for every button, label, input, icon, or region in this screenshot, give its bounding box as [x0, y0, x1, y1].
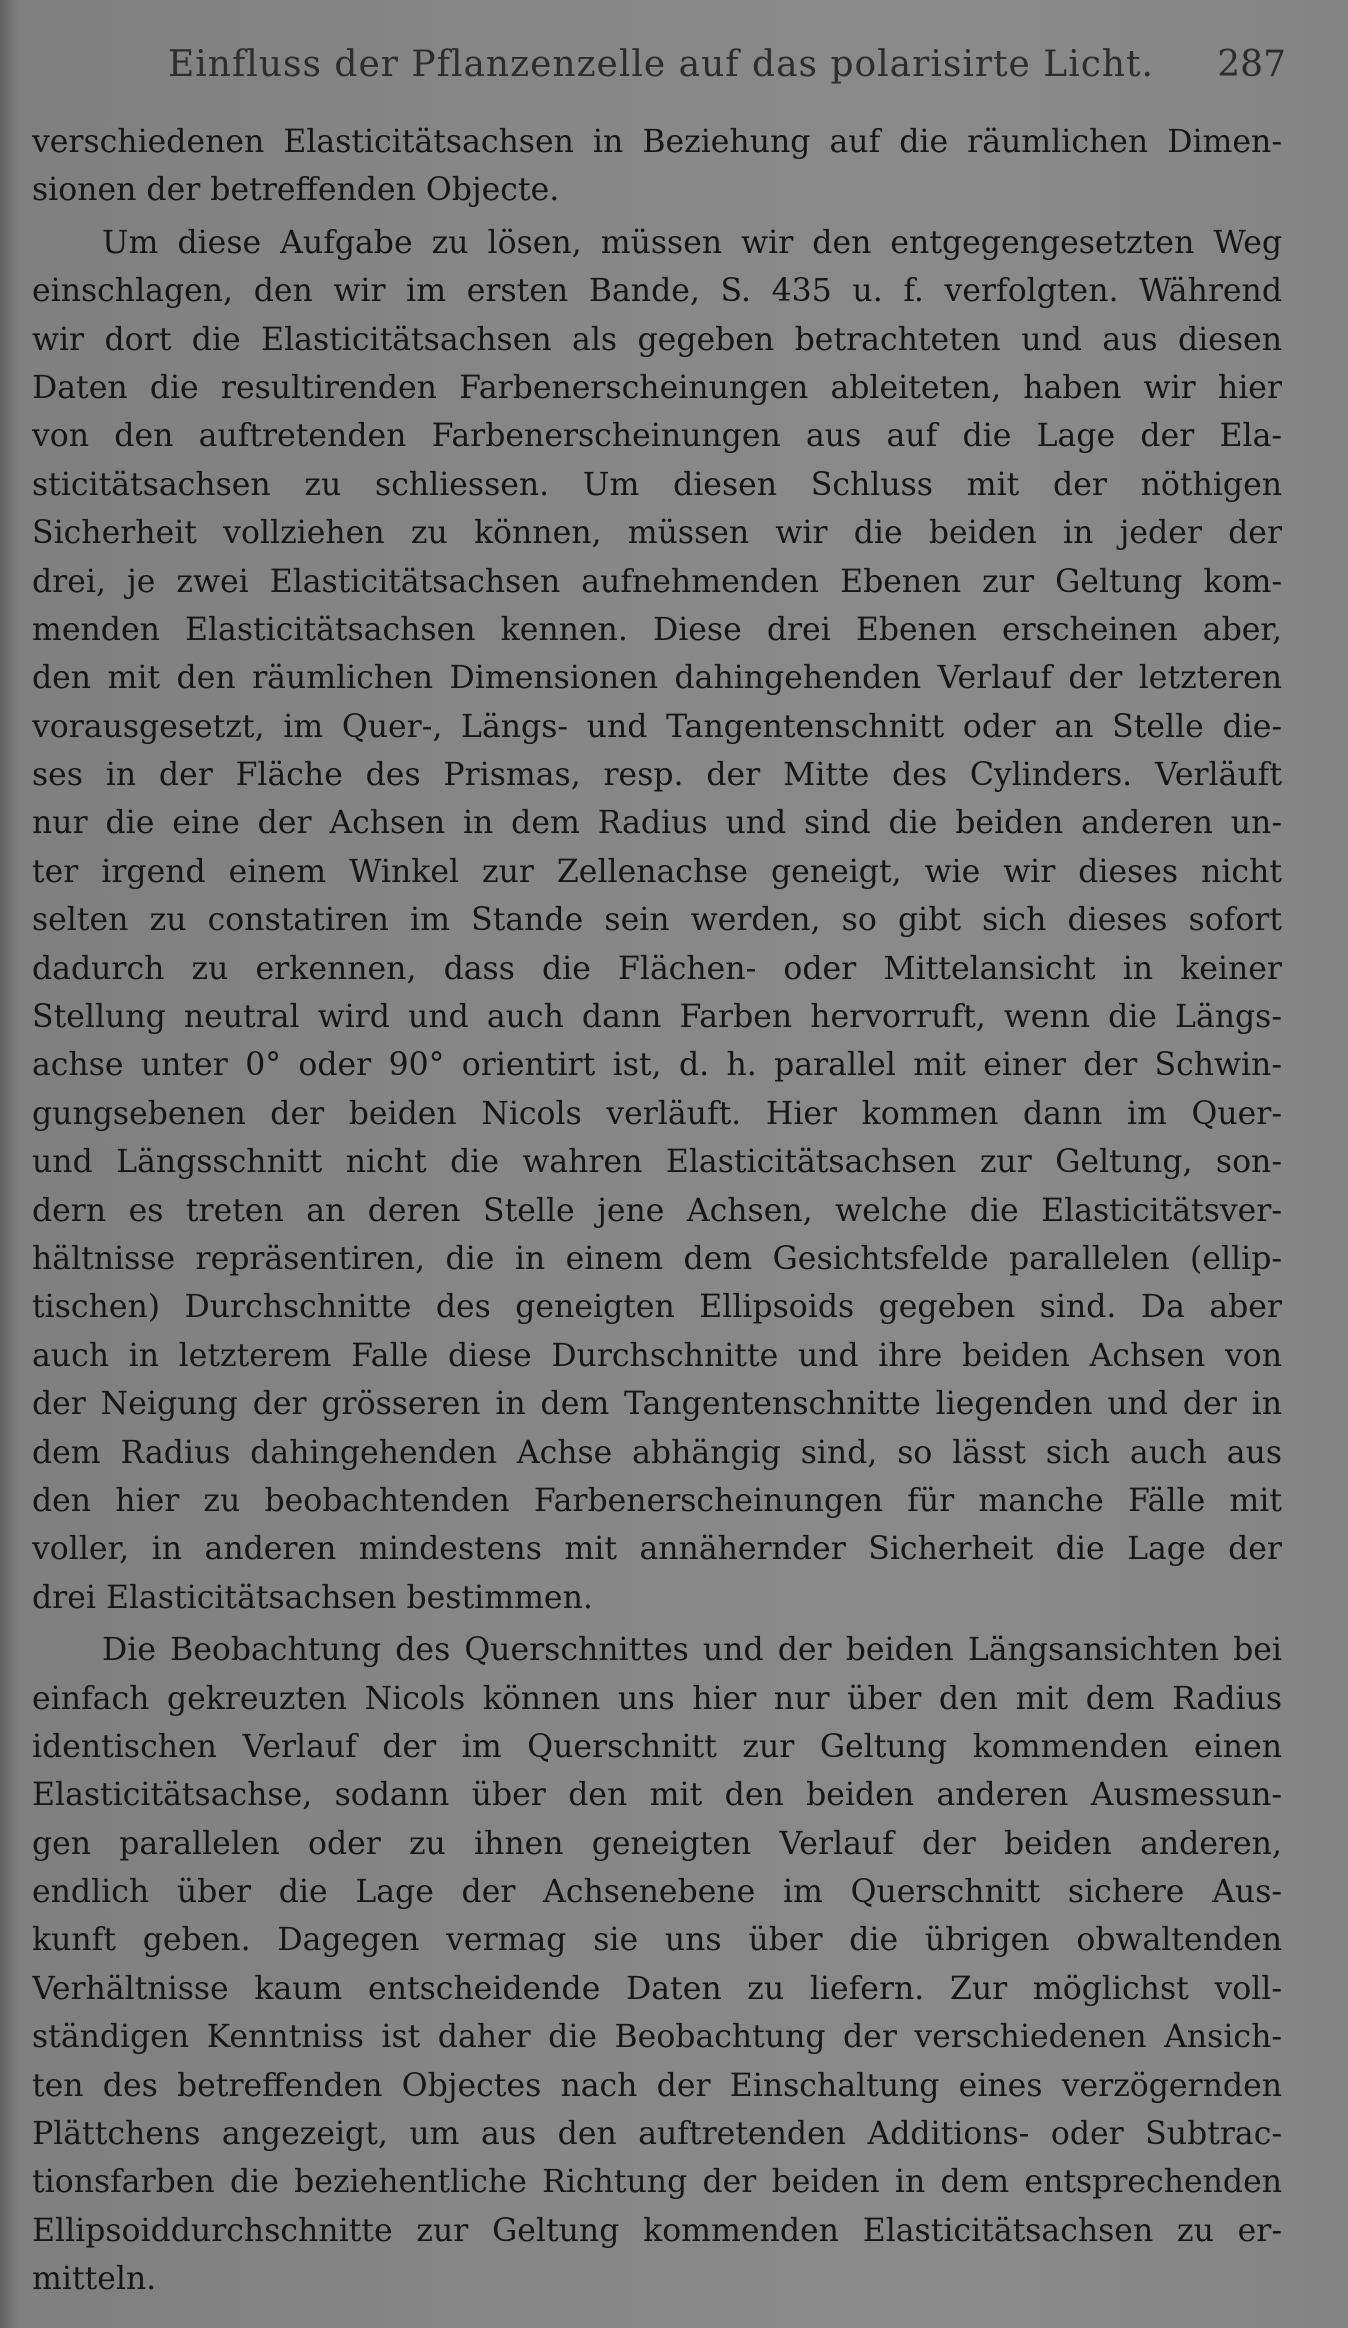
text-line: ter irgend einem Winkel zur Zellenachse geneigt, wie wir dieses nicht: [32, 853, 1282, 890]
text-line: identischen Verlauf der im Querschnitt zur Geltung kommenden einen: [32, 1728, 1282, 1765]
text-line: drei Elasticitätsachsen bestimmen.: [32, 1579, 593, 1616]
text-line: einfach gekreuzten Nicols können uns hier nur über den mit dem Radius: [32, 1680, 1282, 1717]
running-title: Einfluss der Pflanzenzelle auf das polarisirte Licht.: [168, 44, 1154, 85]
binding-shadow: [0, 0, 18, 2328]
text-line: Um diese Aufgabe zu lösen, müssen wir den entgegengesetzten Weg: [102, 224, 1282, 261]
text-line: Verhältnisse kaum entscheidende Daten zu liefern. Zur möglichst voll-: [32, 1970, 1282, 2007]
text-line: gungsebenen der beiden Nicols verläuft. Hier kommen dann im Quer-: [32, 1095, 1282, 1132]
text-line: den mit den räumlichen Dimensionen dahingehenden Verlauf der letzteren: [32, 660, 1282, 697]
text-line: dern es treten an deren Stelle jene Achsen, welche die Elasticitätsver-: [32, 1192, 1282, 1229]
text-line: endlich über die Lage der Achsenebene im Querschnitt sichere Aus-: [32, 1874, 1282, 1911]
text-line: dem Radius dahingehenden Achse abhängig sind, so lässt sich auch aus: [32, 1434, 1282, 1471]
text-line: achse unter 0° oder 90° orientirt ist, d. h. parallel mit einer der Schwin-: [32, 1047, 1282, 1084]
text-line: hältnisse repräsentiren, die in einem dem Gesichtsfelde parallelen (ellip-: [32, 1240, 1282, 1277]
paragraph: [32, 219, 1282, 1622]
text-line: kunft geben. Dagegen vermag sie uns über die übrigen obwaltenden: [32, 1922, 1282, 1959]
text-line: selten zu constatiren im Stande sein werden, so gibt sich dieses sofort: [32, 902, 1282, 939]
text-line: den hier zu beobachtenden Farbenerscheinungen für manche Fälle mit: [32, 1482, 1282, 1519]
text-line: nur die eine der Achsen in dem Radius und sind die beiden anderen un-: [32, 805, 1282, 842]
text-line: Elasticitätsachse, sodann über den mit den beiden anderen Ausmessun-: [32, 1777, 1282, 1814]
text-line: voller, in anderen mindestens mit annähernder Sicherheit die Lage der: [32, 1531, 1282, 1568]
text-line: von den auftretenden Farbenerscheinungen aus auf die Lage der Ela-: [32, 418, 1282, 455]
text-line: der Neigung der grösseren in dem Tangentenschnitte liegenden und der in: [32, 1386, 1282, 1423]
page-number: 287: [1217, 44, 1286, 85]
body-text: [32, 118, 1282, 2308]
text-line: gen parallelen oder zu ihnen geneigten Verlauf der beiden anderen,: [32, 1825, 1282, 1862]
text-line: mitteln.: [32, 2261, 157, 2298]
text-line: einschlagen, den wir im ersten Bande, S. 435 u. f. verfolgten. Während: [32, 273, 1282, 310]
paragraph: [32, 118, 1282, 215]
text-line: tischen) Durchschnitte des geneigten Ellipsoids gegeben sind. Da aber: [32, 1289, 1282, 1326]
text-line: sticitätsachsen zu schliessen. Um diesen Schluss mit der nöthigen: [32, 466, 1282, 503]
text-line: wir dort die Elasticitätsachsen als gegeben betrachteten und aus diesen: [32, 321, 1282, 358]
text-line: Daten die resultirenden Farbenerscheinungen ableiteten, haben wir hier: [32, 369, 1282, 406]
text-line: auch in letzterem Falle diese Durchschnitte und ihre beiden Achsen von: [32, 1337, 1282, 1374]
page-header: [0, 44, 1348, 94]
text-line: Plättchens angezeigt, um aus den auftretenden Additions- oder Subtrac-: [32, 2116, 1282, 2153]
text-line: vorausgesetzt, im Quer-, Längs- und Tangentenschnitt oder an Stelle die-: [32, 708, 1282, 745]
text-line: tionsfarben die beziehentliche Richtung der beiden in dem entsprechenden: [32, 2164, 1282, 2201]
text-line: ständigen Kenntniss ist daher die Beobachtung der verschiedenen Ansich-: [32, 2019, 1282, 2056]
text-line: dadurch zu erkennen, dass die Flächen- oder Mittelansicht in keiner: [32, 950, 1282, 987]
text-line: menden Elasticitätsachsen kennen. Diese drei Ebenen erscheinen aber,: [32, 611, 1282, 648]
text-line: ses in der Fläche des Prismas, resp. der Mitte des Cylinders. Verläuft: [32, 757, 1282, 794]
text-line: sionen der betreffenden Objecte.: [32, 172, 560, 209]
text-line: Ellipsoiddurchschnitte zur Geltung kommenden Elasticitätsachsen zu er-: [32, 2212, 1282, 2249]
text-line: Sicherheit vollziehen zu können, müssen wir die beiden in jeder der: [32, 515, 1282, 552]
text-line: ten des betreffenden Objectes nach der Einschaltung eines verzögernden: [32, 2067, 1282, 2104]
text-line: und Längsschnitt nicht die wahren Elasticitätsachsen zur Geltung, son-: [32, 1144, 1282, 1181]
paragraph: [32, 1626, 1282, 2303]
text-line: Die Beobachtung des Querschnittes und der beiden Längsansichten bei: [102, 1632, 1282, 1669]
text-line: verschiedenen Elasticitätsachsen in Beziehung auf die räumlichen Dimen-: [32, 124, 1282, 160]
text-line: Stellung neutral wird und auch dann Farben hervorruft, wenn die Längs-: [32, 999, 1282, 1036]
text-line: drei, je zwei Elasticitätsachsen aufnehmenden Ebenen zur Geltung kom-: [32, 563, 1282, 600]
